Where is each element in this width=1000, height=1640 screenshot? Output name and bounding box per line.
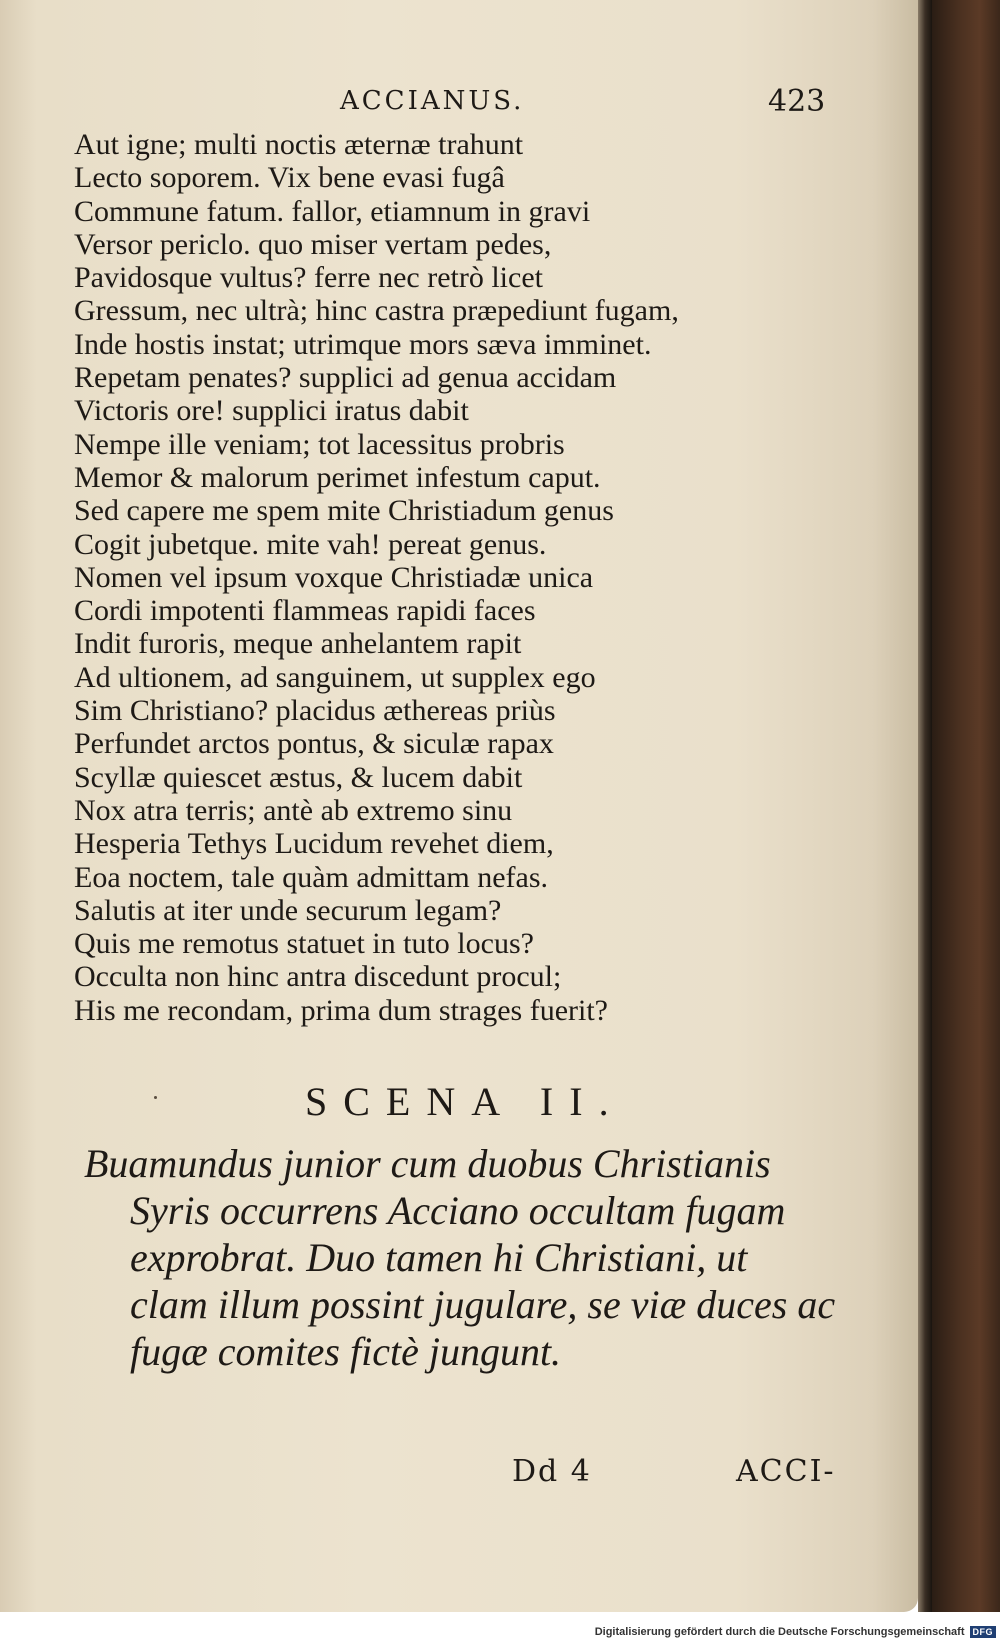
verse-line: Occulta non hinc antra discedunt procul; xyxy=(74,960,562,994)
argument-line: Buamundus junior cum duobus Christianis xyxy=(84,1141,771,1186)
verse-line: Versor periclo. quo miser vertam pedes, xyxy=(74,227,552,261)
verse-line: Commune fatum. fallor, etiamnum in gravi xyxy=(74,194,591,228)
verse-line: Aut igne; multi noctis æternæ trahunt xyxy=(74,128,524,161)
verse-line: Sim Christiano? placidus æthereas priùs xyxy=(74,694,556,728)
catchword: ACCI- xyxy=(736,1454,836,1489)
verse-block xyxy=(74,128,794,1027)
footer-credit: Digitalisierung gefördert durch die Deutsche Forschungsgemeinschaft xyxy=(594,1626,965,1638)
verse-line: Inde hostis instat; utrimque mors sæva imminet. xyxy=(74,327,652,361)
page-number: 423 xyxy=(768,84,826,119)
verse-line: Quis me remotus statuet in tuto locus? xyxy=(74,927,534,961)
signature-mark: Dd 4 xyxy=(512,1454,592,1489)
verse-line: Nomen vel ipsum voxque Christiadæ unica xyxy=(74,560,594,594)
verse-line: Victoris ore! supplici iratus dabit xyxy=(74,394,469,428)
scene-argument xyxy=(84,1140,864,1375)
running-head: ACCIANUS. xyxy=(340,86,525,116)
book-cover-edge xyxy=(932,0,1000,1612)
verse-line: Indit furoris, meque anhelantem rapit xyxy=(74,627,522,661)
verse-line: Cordi impotenti flammeas rapidi faces xyxy=(74,594,536,628)
argument-line: fugæ comites fictè jungunt. xyxy=(130,1329,562,1374)
verse-line: Repetam penates? supplici ad genua accidam xyxy=(74,361,617,395)
dfg-logo-icon: DFG xyxy=(970,1626,997,1638)
verse-line: Pavidosque vultus? ferre nec retrò licet xyxy=(74,261,543,295)
argument-line: Syris occurrens Acciano occultam fugam xyxy=(130,1188,786,1233)
verse-line: Sed capere me spem mite Christiadum genus xyxy=(74,494,614,528)
verse-line: Cogit jubetque. mite vah! pereat genus. xyxy=(74,527,547,561)
verse-line: His me recondam, prima dum strages fuerit? xyxy=(74,993,608,1027)
verse-line: Gressum, nec ultrà; hinc castra præpediunt fugam, xyxy=(74,294,679,328)
argument-line: clam illum possint jugulare, se viæ duces ac xyxy=(130,1282,836,1327)
verse-line: Eoa noctem, tale quàm admittam nefas. xyxy=(74,860,548,894)
scene-heading: SCENA II. xyxy=(305,1079,625,1124)
verse-line: Scyllæ quiescet æstus, & lucem dabit xyxy=(74,760,523,794)
digitization-footer xyxy=(595,1626,996,1638)
verse-line: Nempe ille veniam; tot lacessitus probris xyxy=(74,427,565,461)
verse-line: Nox atra terris; antè ab extremo sinu xyxy=(74,793,513,827)
page-edge-shadow xyxy=(918,0,932,1612)
ink-speck xyxy=(154,1096,157,1099)
verse-line: Ad ultionem, ad sanguinem, ut supplex ego xyxy=(74,660,596,694)
verse-line: Lecto soporem. Vix bene evasi fugâ xyxy=(74,161,505,195)
verse-line: Perfundet arctos pontus, & siculæ rapax xyxy=(74,727,554,761)
verse-line: Hesperia Tethys Lucidum revehet diem, xyxy=(74,827,554,861)
verse-line: Memor & malorum perimet infestum caput. xyxy=(74,460,601,494)
verse-line: Salutis at iter unde securum legam? xyxy=(74,893,502,927)
argument-line: exprobrat. Duo tamen hi Christiani, ut xyxy=(130,1235,748,1280)
